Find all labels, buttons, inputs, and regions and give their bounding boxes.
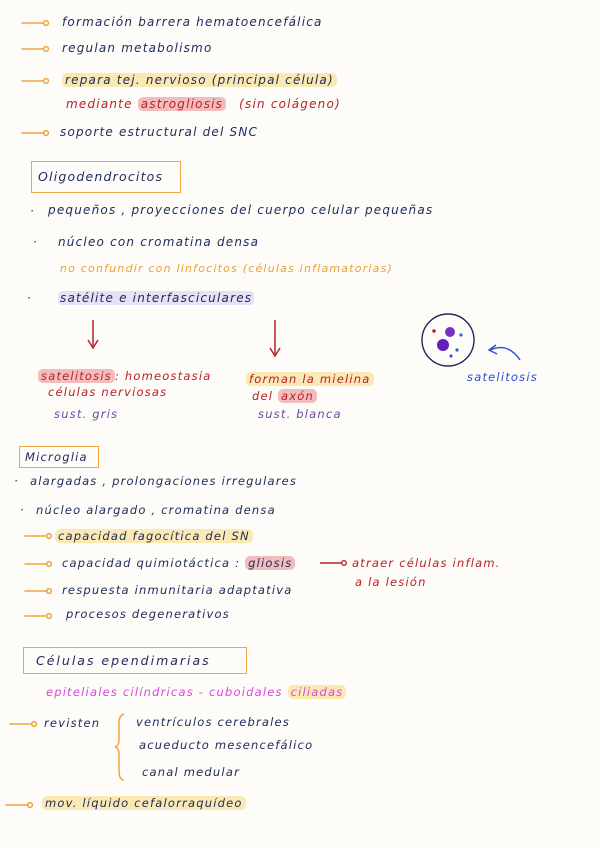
text-segment: (sin colágeno) — [239, 97, 341, 111]
arrow-icon — [25, 559, 55, 569]
text-segment: del — [252, 389, 274, 403]
highlight-text: gliosis — [245, 556, 295, 570]
list-item: regulan metabolismo — [62, 41, 213, 55]
annotation-text: a la lesión — [355, 575, 427, 589]
text-segment: : homeostasia — [114, 369, 212, 383]
bullet-icon: · — [27, 291, 33, 305]
list-item: ventrículos cerebrales — [136, 715, 291, 729]
highlight-text: capacidad fagocítica del SN — [55, 529, 253, 543]
list-item — [42, 795, 246, 811]
branch-text — [38, 368, 212, 384]
arrow-down-icon — [268, 320, 282, 360]
text-segment: capacidad quimiotáctica : — [62, 556, 241, 570]
branch-text: células nerviosas — [48, 385, 168, 399]
arrow-icon — [25, 611, 55, 621]
list-item: alargadas , prolongaciones irregulares — [30, 474, 298, 488]
list-item: núcleo alargado , cromatina densa — [36, 503, 276, 517]
list-item — [62, 555, 295, 571]
list-item: acueducto mesencefálico — [139, 738, 314, 752]
list-item-sub — [66, 96, 341, 112]
highlight-text: repara tej. nervioso (principal célula) — [62, 73, 337, 87]
section-title: Microglia — [25, 450, 88, 464]
branch-text — [252, 388, 317, 404]
bullet-icon: · — [20, 503, 26, 517]
note-text: no confundir con linfocitos (células inflamatorias) — [60, 262, 394, 275]
list-item: revisten — [44, 716, 101, 730]
list-item: pequeños , proyecciones del cuerpo celular pequeñas — [48, 203, 434, 217]
highlight-text: forman la mielina — [246, 372, 374, 386]
list-item: soporte estructural del SNC — [60, 125, 259, 139]
list-item: núcleo con cromatina densa — [58, 235, 260, 249]
arrow-icon — [25, 531, 55, 541]
arrow-icon — [25, 586, 55, 596]
arrow-icon — [22, 128, 52, 138]
text-segment: epiteliales cilíndricas - cuboidales — [46, 685, 283, 699]
highlight-text: satélite e interfasciculares — [60, 291, 253, 305]
bullet-icon: · — [30, 204, 36, 218]
arrow-down-icon — [86, 320, 100, 352]
arrow-icon — [22, 44, 52, 54]
arrow-icon — [22, 18, 52, 28]
list-item — [55, 528, 253, 544]
highlight-text: satelitosis — [38, 369, 115, 383]
bullet-icon: · — [14, 474, 20, 488]
list-item — [62, 72, 337, 88]
list-item: procesos degenerativos — [66, 607, 230, 621]
arrow-icon — [22, 76, 52, 86]
branch-text — [246, 371, 374, 387]
highlight-text: ciliadas — [288, 685, 347, 699]
list-item: formación barrera hematoencefálica — [62, 15, 323, 29]
location-text: sust. gris — [54, 407, 119, 421]
text-segment: mediante — [66, 97, 133, 111]
highlight-text: mov. líquido cefalorraquídeo — [42, 796, 246, 810]
location-text: sust. blanca — [258, 407, 342, 421]
list-item — [46, 684, 346, 700]
arrow-right-icon — [320, 558, 350, 568]
arrow-icon — [6, 800, 36, 810]
brace-icon — [114, 712, 128, 782]
diagram-label: satelitosis — [467, 370, 538, 384]
highlight-text: axón — [278, 389, 317, 403]
annotation-text: atraer células inflam. — [352, 556, 501, 570]
list-item: respuesta inmunitaria adaptativa — [62, 583, 293, 597]
section-title: Células ependimarias — [36, 653, 211, 668]
section-title: Oligodendrocitos — [38, 169, 164, 184]
arrow-icon — [10, 719, 40, 729]
list-item — [58, 290, 254, 306]
highlight-text: astrogliosis — [138, 97, 226, 111]
bullet-icon: · — [33, 235, 39, 249]
list-item: canal medular — [142, 765, 240, 779]
